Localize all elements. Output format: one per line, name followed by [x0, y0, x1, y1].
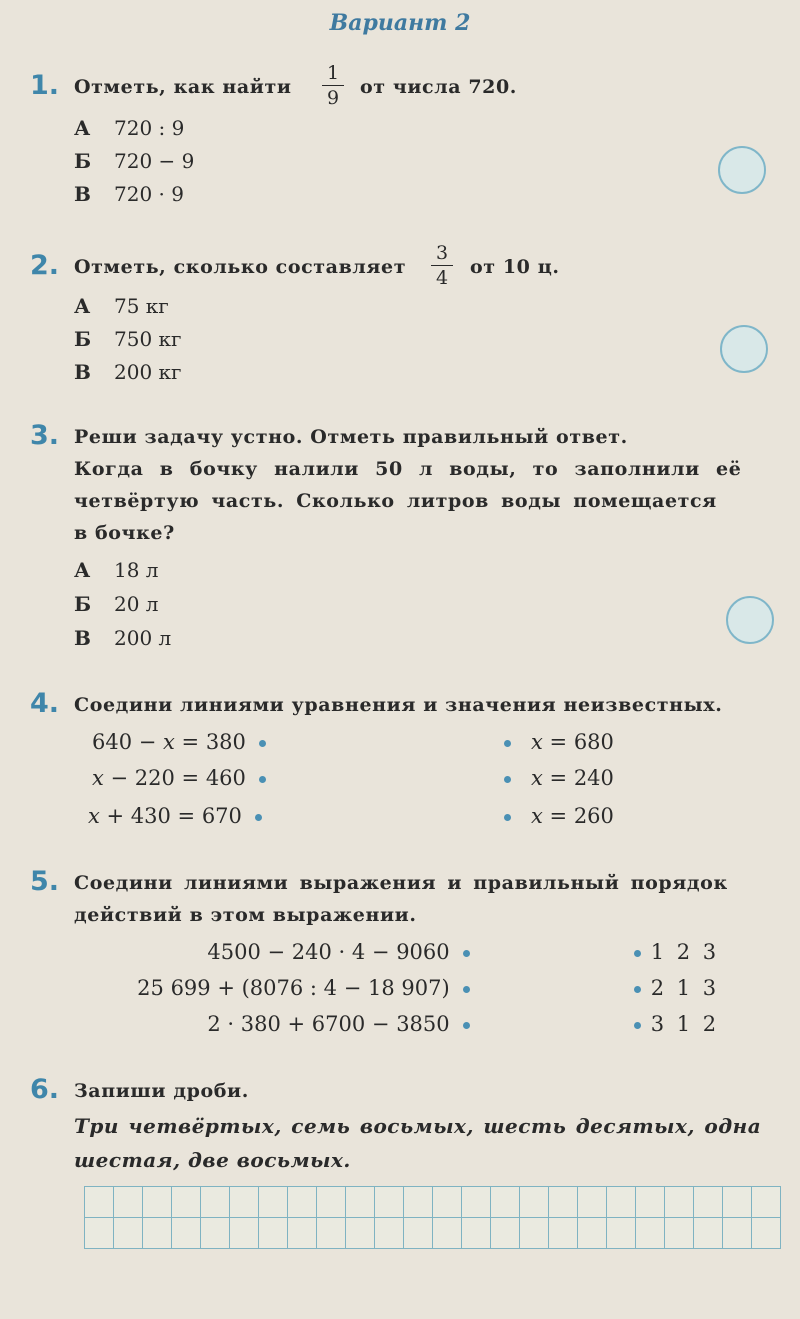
answer-grid[interactable]: [84, 1186, 781, 1249]
order-row: 2 1 3: [634, 976, 719, 1000]
connector-dot[interactable]: [634, 950, 641, 957]
answer-option-c[interactable]: В 200 л: [74, 626, 172, 650]
fraction-numerator: 3: [435, 242, 449, 264]
equation-row: x − 220 = 460: [92, 766, 266, 790]
fraction-denominator: 4: [435, 267, 449, 289]
equation-row: 640 − x = 380: [92, 730, 266, 754]
task-text-line: Три четвёртых, семь восьмых, шесть десятых, одна: [74, 1114, 762, 1138]
answer-option-a[interactable]: А 75 кг: [74, 294, 169, 318]
answer-circle-2[interactable]: [720, 325, 768, 373]
task-question: Соедини линиями уравнения и значения неизвестных.: [74, 694, 723, 716]
task-text-line: Соедини линиями выражения и правильный порядок: [74, 872, 728, 894]
task-text-line: Когда в бочку налили 50 л воды, то заполнили её: [74, 458, 742, 480]
answer-option-a[interactable]: А 720 : 9: [74, 116, 185, 140]
fraction-bar: [322, 85, 344, 86]
task-number: 4.: [30, 688, 60, 719]
task-text-line: действий в этом выражении.: [74, 904, 417, 926]
answer-circle-3[interactable]: [726, 596, 774, 644]
value-row: x = 240: [504, 766, 614, 790]
connector-dot[interactable]: [634, 986, 641, 993]
task-question-after: от 10 ц.: [470, 256, 560, 278]
task-number: 5.: [30, 866, 60, 897]
connector-dot[interactable]: [463, 1022, 470, 1029]
task-number: 2.: [30, 250, 60, 281]
connector-dot[interactable]: [504, 776, 511, 783]
task-number: 6.: [30, 1074, 60, 1105]
answer-circle-1[interactable]: [718, 146, 766, 194]
fraction-denominator: 9: [326, 87, 340, 109]
task-question-before: Отметь, как найти: [74, 76, 292, 98]
connector-dot[interactable]: [504, 814, 511, 821]
fraction: [427, 242, 457, 289]
connector-dot[interactable]: [634, 1022, 641, 1029]
task-question-before: Отметь, сколько составляет: [74, 256, 407, 278]
task-question: Запиши дроби.: [74, 1080, 249, 1102]
connector-dot[interactable]: [463, 950, 470, 957]
connector-dot[interactable]: [259, 740, 266, 747]
answer-option-c[interactable]: В 720 · 9: [74, 182, 184, 206]
task-question-after: от числа 720.: [360, 76, 518, 98]
answer-option-a[interactable]: А 18 л: [74, 558, 159, 582]
equation-row: x + 430 = 670: [88, 804, 262, 828]
task-text-line: в бочке?: [74, 522, 175, 544]
answer-option-b[interactable]: Б 20 л: [74, 592, 159, 616]
fraction: [318, 62, 348, 109]
answer-option-b[interactable]: Б 720 − 9: [74, 149, 195, 173]
value-row: x = 680: [504, 730, 614, 754]
connector-dot[interactable]: [463, 986, 470, 993]
connector-dot[interactable]: [504, 740, 511, 747]
task-number: 3.: [30, 420, 60, 451]
task-number: 1.: [30, 70, 60, 101]
order-row: 3 1 2: [634, 1012, 719, 1036]
expression-row: 25 699 + (8076 : 4 − 18 907): [137, 976, 470, 1000]
value-row: x = 260: [504, 804, 614, 828]
variant-title: Вариант 2: [329, 10, 471, 36]
answer-option-c[interactable]: В 200 кг: [74, 360, 182, 384]
order-row: 1 2 3: [634, 940, 719, 964]
expression-row: 2 · 380 + 6700 − 3850: [207, 1012, 470, 1036]
fraction-numerator: 1: [326, 62, 340, 84]
connector-dot[interactable]: [259, 776, 266, 783]
task-text-line: Реши задачу устно. Отметь правильный ответ.: [74, 426, 628, 448]
task-text-line: четвёртую часть. Сколько литров воды помещается: [74, 490, 717, 512]
connector-dot[interactable]: [255, 814, 262, 821]
expression-row: 4500 − 240 · 4 − 9060: [207, 940, 470, 964]
fraction-bar: [431, 265, 453, 266]
task-text-line: шестая, две восьмых.: [74, 1148, 351, 1172]
answer-option-b[interactable]: Б 750 кг: [74, 327, 182, 351]
